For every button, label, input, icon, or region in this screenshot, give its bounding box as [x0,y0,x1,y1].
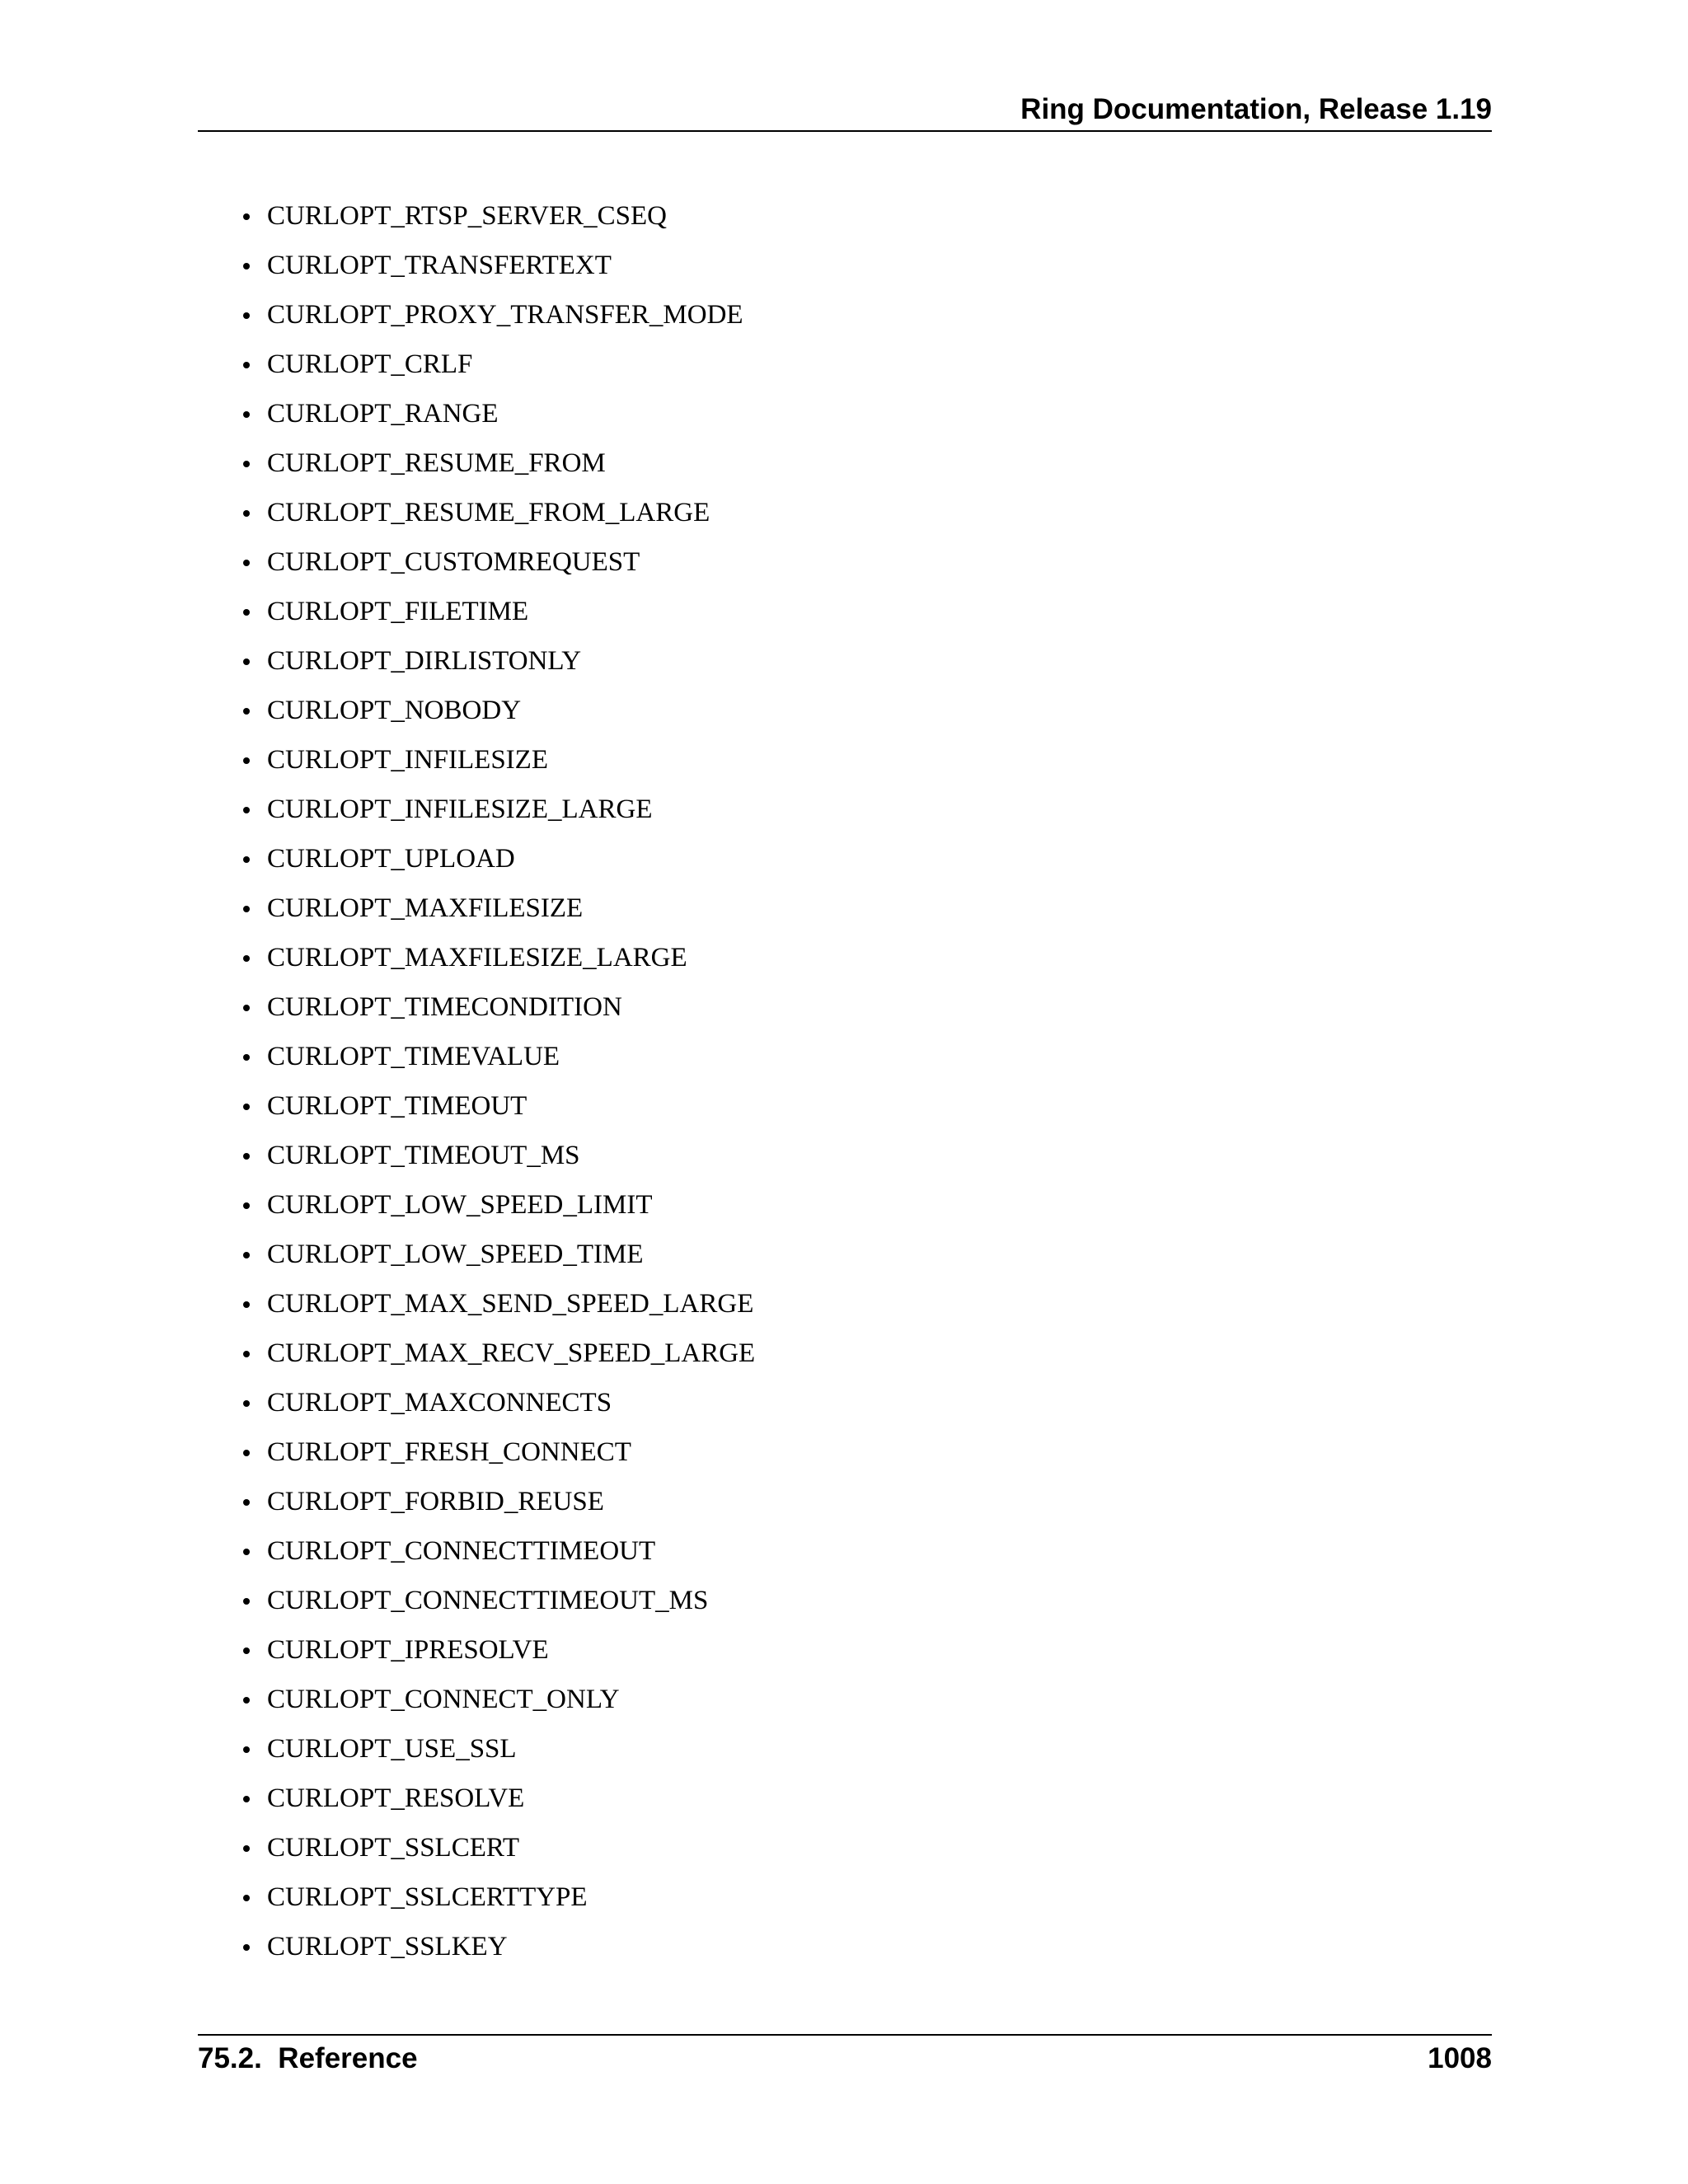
bullet-icon [243,1153,250,1160]
bullet-icon [243,658,250,665]
bullet-icon [243,362,250,368]
list-item-label: CURLOPT_TIMEVALUE [267,1042,560,1071]
bullet-icon [243,1301,250,1308]
list-item-label: CURLOPT_CONNECTTIMEOUT_MS [267,1586,709,1615]
list-item-label: CURLOPT_SSLKEY [267,1932,508,1961]
list-item-label: CURLOPT_TIMEOUT [267,1091,528,1121]
list-item-label: CURLOPT_DIRLISTONLY [267,646,582,676]
list-item-label: CURLOPT_LOW_SPEED_TIME [267,1240,644,1269]
page-number: 1008 [1428,2042,1492,2074]
bullet-icon [243,609,250,616]
list-item-label: CURLOPT_RANGE [267,399,499,429]
list-item-label: CURLOPT_MAX_SEND_SPEED_LARGE [267,1289,754,1319]
list-item-label: CURLOPT_MAX_RECV_SPEED_LARGE [267,1338,756,1368]
bullet-icon [243,510,250,517]
list-item-label: CURLOPT_IPRESOLVE [267,1635,549,1665]
bullet-icon [243,1746,250,1753]
list-item-label: CURLOPT_SSLCERTTYPE [267,1882,588,1912]
list-item-label: CURLOPT_USE_SSL [267,1734,517,1764]
bullet-icon [243,1895,250,1901]
bullet-icon [243,708,250,715]
bullet-icon [243,807,250,813]
bullet-icon [243,411,250,418]
bullet-icon [243,1598,250,1605]
bullet-icon [243,1450,250,1456]
bullet-icon [243,1104,250,1110]
page-header [198,91,1492,132]
list-item-label: CURLOPT_LOW_SPEED_LIMIT [267,1190,653,1220]
bullet-icon [243,461,250,467]
bullet-icon [243,955,250,962]
page-footer [198,2034,1492,2085]
bullet-icon [243,1499,250,1506]
list-item-label: CURLOPT_PROXY_TRANSFER_MODE [267,300,743,330]
bullet-icon [243,1647,250,1654]
list-item-label: CURLOPT_MAXFILESIZE [267,893,584,923]
list-item-label: CURLOPT_UPLOAD [267,844,515,874]
bullet-icon [243,1845,250,1852]
bullet-icon [243,906,250,912]
bullet-icon [243,856,250,863]
bullet-icon [243,1202,250,1209]
bullet-icon [243,1697,250,1704]
bullet-icon [243,1400,250,1407]
list-item-label: CURLOPT_FRESH_CONNECT [267,1437,631,1467]
list-item-label: CURLOPT_CUSTOMREQUEST [267,547,640,577]
list-item-label: CURLOPT_MAXFILESIZE_LARGE [267,943,687,972]
bullet-icon [243,1054,250,1061]
bullet-icon [243,1549,250,1555]
list-item-label: CURLOPT_NOBODY [267,696,522,725]
bullet-icon [243,312,250,319]
list-item-label: CURLOPT_CONNECTTIMEOUT [267,1536,656,1566]
bullet-icon [243,263,250,269]
list-item-label: CURLOPT_TIMECONDITION [267,992,622,1022]
list-item-label: CURLOPT_TRANSFERTEXT [267,251,612,280]
bullet-icon [243,1252,250,1258]
list-item-label: CURLOPT_CRLF [267,349,473,379]
footer-section-title[interactable]: 75.2. Reference [198,2042,418,2074]
list-item-label: CURLOPT_MAXCONNECTS [267,1388,612,1418]
list-item-label: CURLOPT_RESOLVE [267,1783,525,1813]
list-item-label: CURLOPT_INFILESIZE [267,745,548,775]
bullet-icon [243,757,250,764]
bullet-icon [243,1944,250,1951]
header-title: Ring Documentation, Release 1.19 [1020,93,1492,125]
bullet-icon [243,560,250,566]
bullet-icon [243,1005,250,1011]
bullet-icon [243,213,250,220]
list-item-label: CURLOPT_CONNECT_ONLY [267,1685,620,1714]
list-item-label: CURLOPT_FORBID_REUSE [267,1487,604,1516]
list-item-label: CURLOPT_INFILESIZE_LARGE [267,794,653,824]
list-item-label: CURLOPT_TIMEOUT_MS [267,1141,580,1170]
bullet-icon [243,1796,250,1802]
list-item-label: CURLOPT_RESUME_FROM_LARGE [267,498,710,527]
list-item-label: CURLOPT_RESUME_FROM [267,448,606,478]
list-item-label: CURLOPT_RTSP_SERVER_CSEQ [267,201,667,231]
bullet-icon [243,1351,250,1357]
list-item-label: CURLOPT_FILETIME [267,597,529,626]
list-item-label: CURLOPT_SSLCERT [267,1833,520,1863]
